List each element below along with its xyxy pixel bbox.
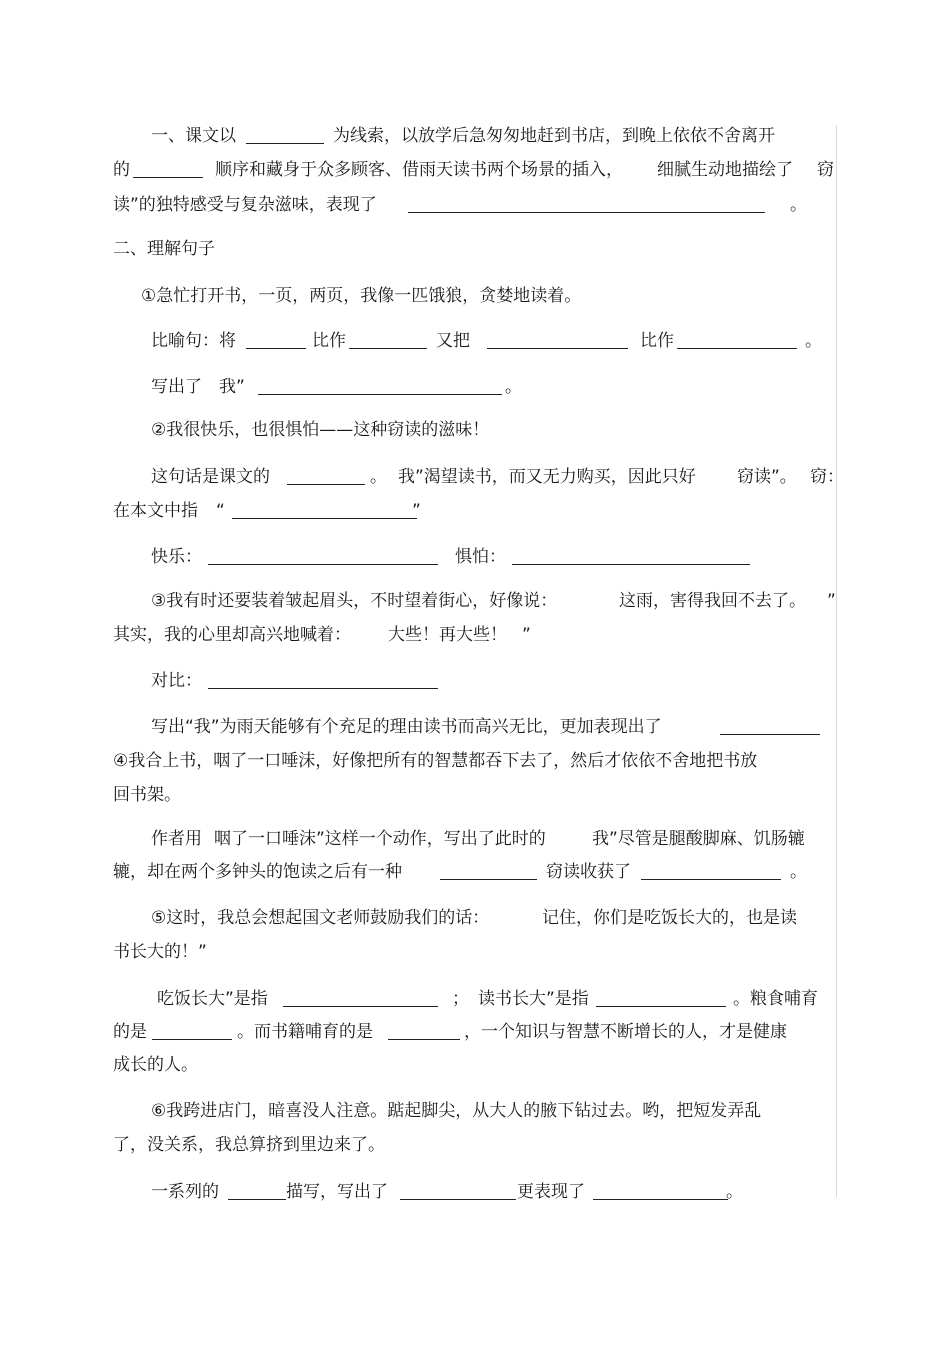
sentence-text: 回书架。 (113, 785, 181, 805)
label-text: 又把 (436, 331, 470, 351)
s1-text: 顺序和藏身于众多顾客、借雨天读书两个场景的插入， (215, 160, 623, 180)
q6-sentence-line1 (0, 1096, 950, 1126)
s1-text: 读”的独特感受与复杂滋味，表现了 (113, 195, 377, 215)
q3-wrote-line (0, 712, 950, 742)
q4-line2 (0, 857, 950, 887)
q2-sentence (0, 415, 950, 445)
blank-wrote-out[interactable] (400, 1199, 516, 1200)
label-text: 一系列的 (151, 1182, 219, 1202)
label-text: 比作 (312, 331, 346, 351)
label-text: ，一个知识与智慧不断增长的人，才是健康 (464, 1022, 787, 1042)
blank-steal-meaning[interactable] (232, 518, 417, 519)
s1-text: 。 (790, 195, 807, 215)
label-text: 这句话是课文的 (151, 467, 270, 487)
blank-feeling[interactable] (720, 734, 820, 735)
s1-line2 (0, 155, 950, 185)
blank-theme[interactable] (408, 212, 765, 213)
blank-showed[interactable] (593, 1199, 728, 1200)
label-text: ” (412, 501, 421, 521)
blank-gain[interactable] (641, 879, 781, 880)
q3-contrast-line (0, 666, 950, 696)
label-text: 写出“我”为雨天能够有个充足的理由读书而高兴无比，更加表现出了 (151, 717, 662, 737)
label-text: “ (216, 501, 225, 521)
s1-text: 的 (113, 160, 130, 180)
label-text: ； (452, 989, 469, 1009)
label-text: 比喻句：将 (151, 331, 236, 351)
blank-food-nurtures[interactable] (152, 1039, 232, 1040)
sentence-text: 大些！再大些！ (388, 625, 507, 645)
blank-happy[interactable] (208, 564, 438, 565)
label-text: 的是 (113, 1022, 147, 1042)
blank-simile-4[interactable] (677, 348, 797, 349)
blank-description[interactable] (228, 1199, 286, 1200)
q2-line3 (0, 542, 950, 572)
blank-eat[interactable] (283, 1006, 438, 1007)
sentence-text: 其实，我的心里却高兴地喊着： (113, 625, 351, 645)
label-text: 。 (505, 377, 522, 397)
sentence-text: ④我合上书，咽了一口唾沫，好像把所有的智慧都吞下去了，然后才依依不舍地把书放 (113, 751, 758, 771)
label-text: 读书长大”是指 (478, 989, 589, 1009)
q4-sentence-line2 (0, 780, 950, 810)
label-text: 。 (790, 862, 807, 882)
label-text: 我”尽管是腿酸脚麻、饥肠辘 (592, 829, 805, 849)
label-text: 写出了 (151, 377, 202, 397)
blank-book-nurtures[interactable] (388, 1039, 460, 1040)
label-text: 我”渴望读书，而又无力购买，因此只好 (398, 467, 696, 487)
label-text: 窃读”。 (737, 467, 797, 487)
blank-clue[interactable] (246, 143, 324, 144)
label-text: 快乐： (151, 547, 202, 567)
blank-wrote[interactable] (258, 394, 502, 395)
sentence-text: ③我有时还要装着皱起眉头，不时望着街心，好像说： (151, 591, 558, 611)
s1-text: 窃 (817, 160, 834, 180)
label-text: 窃： (810, 467, 844, 487)
label-text: 更表现了 (517, 1182, 585, 1202)
s1-text: 一、课文以 (151, 126, 236, 146)
sentence-text: ” (827, 591, 836, 611)
blank-simile-2[interactable] (349, 348, 427, 349)
blank-role[interactable] (287, 484, 365, 485)
label-text: 在本文中指 (113, 501, 198, 521)
label-text: 咽了一口唾沫”这样一个动作，写出了此时的 (214, 829, 546, 849)
blank-contrast[interactable] (208, 688, 438, 689)
label-text: 。粮食哺育 (733, 989, 818, 1009)
q4-sentence-line1 (0, 746, 950, 776)
sentence-text: ” (522, 625, 531, 645)
sentence-text: ①急忙打开书，一页，两页，我像一匹饿狼，贪婪地读着。 (141, 286, 582, 306)
sentence-text: ②我很快乐，也很惧怕——这种窃读的滋味！ (151, 420, 490, 440)
q2-line1 (0, 462, 950, 492)
label-text: 吃饭长大”是指 (157, 989, 268, 1009)
q3-sentence-line1 (0, 586, 950, 616)
label-text: 我” (219, 377, 245, 397)
blank-order[interactable] (133, 177, 203, 178)
s1-line3 (0, 190, 950, 220)
blank-fear[interactable] (512, 564, 750, 565)
sentence-text: 记住，你们是吃饭长大的，也是读 (542, 908, 797, 928)
q5-sentence-line1 (0, 903, 950, 933)
label-text: 比作 (640, 331, 674, 351)
q4-line1 (0, 824, 950, 854)
label-text: 窃读收获了 (546, 862, 631, 882)
label-text: 。 (370, 467, 387, 487)
q1-simile-line (0, 326, 950, 356)
sentence-text: 了，没关系，我总算挤到里边来了。 (113, 1135, 385, 1155)
s1-line1 (0, 121, 950, 151)
label-text: 对比： (151, 671, 202, 691)
label-text: 。 (726, 1182, 743, 1202)
section-heading (0, 234, 950, 264)
q5-line1 (0, 984, 950, 1014)
blank-satisfaction[interactable] (440, 879, 537, 880)
blank-simile-1[interactable] (246, 348, 306, 349)
label-text: 描写，写出了 (286, 1182, 388, 1202)
blank-simile-3[interactable] (487, 348, 628, 349)
q5-sentence-line2 (0, 937, 950, 967)
heading-text: 二、理解句子 (113, 239, 215, 259)
sentence-text: 这雨，害得我回不去了。 (619, 591, 806, 611)
sentence-text: ⑤这时，我总会想起国文老师鼓励我们的话： (151, 908, 490, 928)
label-text: 惧怕： (455, 547, 506, 567)
label-text: 成长的人。 (113, 1055, 198, 1075)
q1-sentence (0, 281, 950, 311)
label-text: 辘，却在两个多钟头的饱读之后有一种 (113, 862, 402, 882)
q1-wrote-line (0, 372, 950, 402)
label-text: 作者用 (151, 829, 202, 849)
q6-sentence-line2 (0, 1130, 950, 1160)
s1-text: 为线索，以放学后急匆匆地赶到书店，到晚上依依不舍离开 (333, 126, 775, 146)
label-text: 。 (805, 331, 822, 351)
q5-line2 (0, 1017, 950, 1047)
label-text: 。而书籍哺育的是 (237, 1022, 373, 1042)
sentence-text: ⑥我跨进店门，暗喜没人注意。踮起脚尖，从大人的腋下钻过去。哟，把短发弄乱 (151, 1101, 762, 1121)
blank-read[interactable] (596, 1006, 726, 1007)
q3-sentence-line2 (0, 620, 950, 650)
q2-line2 (0, 496, 950, 526)
sentence-text: 书长大的！” (113, 942, 207, 962)
q6-line1 (0, 1177, 950, 1207)
s1-text: 细腻生动地描绘了 (657, 160, 793, 180)
q5-line3 (0, 1050, 950, 1080)
